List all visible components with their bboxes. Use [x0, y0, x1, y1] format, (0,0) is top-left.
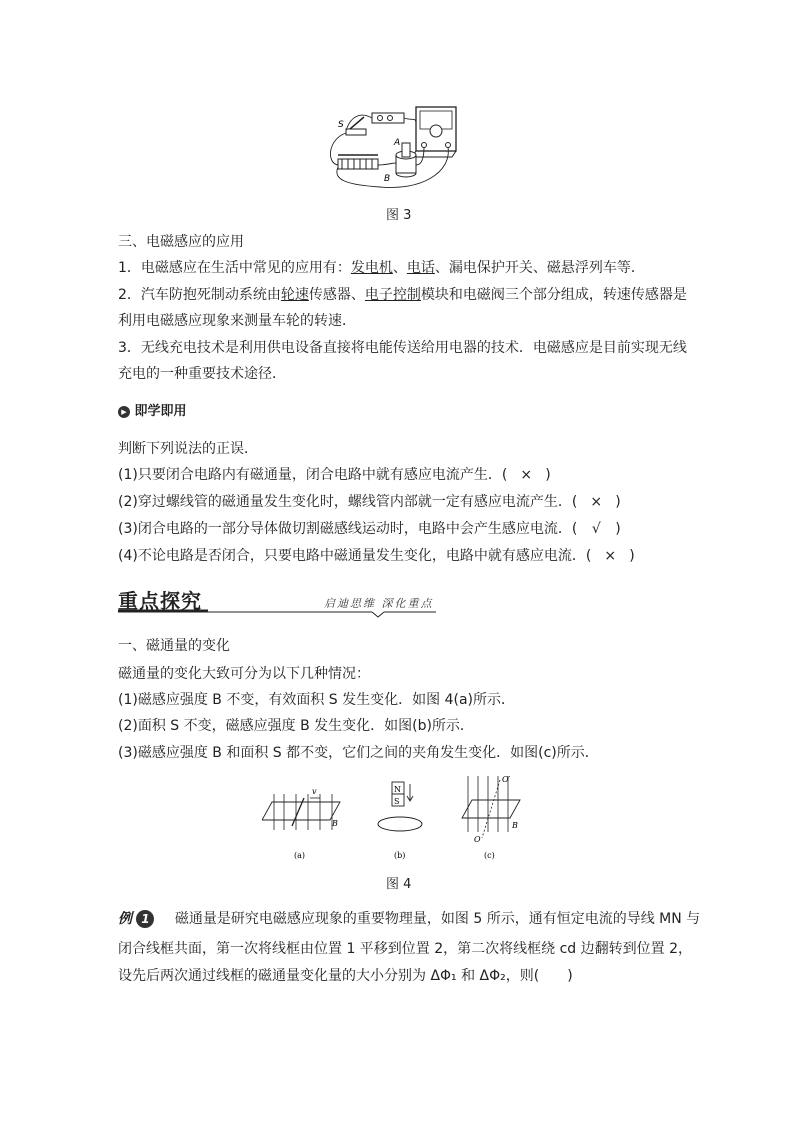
figure-3-caption: 图 3 [386, 208, 412, 223]
example-1-line-1 [118, 909, 700, 929]
play-icon: ▶ [118, 406, 130, 418]
section-3-item-2 [118, 285, 687, 305]
paren-close: ) [615, 521, 621, 537]
section-3-item-3: 3．无线充电技术是利用供电设备直接将电能传送给用电器的技术．电磁感应是目前实现无线 [118, 340, 687, 356]
practice-item-text: (1)只要闭合电路内有磁通量，闭合电路中就有感应电流产生．( [118, 467, 508, 483]
example-text-1: 磁通量是研究电磁感应现象的重要物理量，如图 5 所示，通有恒定电流的导线 MN 与 [174, 911, 701, 927]
practice-title [118, 402, 187, 422]
example-1-line-3: 设先后两次通过线框的磁通量变化量的大小分别为 ΔΦ₁ 和 ΔΦ₂，则( ) [118, 968, 573, 984]
practice-item-4 [118, 546, 635, 566]
section-banner [118, 583, 438, 619]
item-1-rest: 、漏电保护开关、磁悬浮列车等． [434, 260, 645, 276]
paren-close: ) [615, 494, 621, 510]
practice-intro: 判断下列说法的正误． [118, 441, 258, 457]
flux-case-1: (1)磁感应强度 B 不变，有效面积 S 发生变化．如图 4(a)所示． [118, 692, 515, 708]
practice-item-text: (3)闭合电路的一部分导体做切割磁感线运动时，电路中会产生感应电流．( [118, 521, 578, 537]
label-a: A [394, 138, 401, 148]
figure-4c [462, 775, 520, 860]
practice-item-3 [118, 519, 621, 539]
paren-close: ) [545, 467, 551, 483]
figure-3-apparatus [320, 103, 470, 195]
item-2-prefix: 2．汽车防抱死制动系统由 [118, 287, 281, 303]
flux-case-3: (3)磁感应强度 B 和面积 S 都不变，它们之间的夹角发生变化．如图(c)所示． [118, 745, 599, 761]
panel-a-label: (a) [294, 851, 306, 860]
figure-4 [262, 772, 532, 864]
figure-4a [262, 787, 340, 860]
banner-subtitle: 启迪思维 深化重点 [324, 597, 434, 610]
section-3-item-3-cont: 充电的一种重要技术途径． [118, 366, 286, 382]
label-b: B [384, 174, 391, 184]
item-2-rest: 模块和电磁阀三个部分组成，转速传感器是 [420, 287, 687, 303]
practice-item-1 [118, 465, 551, 485]
section-3-item-1 [118, 258, 645, 278]
judgement-mark: × [604, 548, 617, 564]
item-2-mid: 传感器、 [308, 287, 365, 303]
flux-intro: 磁通量的变化大致可分为以下几种情况： [118, 666, 370, 682]
label-n: N [394, 785, 401, 794]
label-o-prime: O′ [502, 775, 511, 784]
panel-b-label: (b) [394, 851, 406, 860]
practice-item-text: (4)不论电路是否闭合，只要电路中磁通量发生变化，电路中就有感应电流．( [118, 548, 592, 564]
example-1-line-2: 闭合线框共面，第一次将线框由位置 1 平移到位置 2，第二次将线框绕 cd 边翻转到位置 2， [118, 941, 693, 957]
label-v: v [312, 787, 317, 796]
label-s: S [338, 120, 344, 130]
item-1-sep: 、 [392, 260, 407, 276]
judgement-mark: × [520, 467, 533, 483]
paren-close: ) [629, 548, 635, 564]
flux-case-2: (2)面积 S 不变，磁感应强度 B 发生变化．如图(b)所示． [118, 718, 474, 734]
label-o: O [474, 835, 481, 844]
underline-electronic-control: 电子控制 [364, 287, 421, 303]
practice-item-2 [118, 492, 621, 512]
underline-generator: 发电机 [350, 260, 393, 276]
figure-4b [378, 782, 422, 860]
label-b-c: B [512, 821, 518, 830]
judgement-mark: × [590, 494, 603, 510]
practice-title-text: 即学即用 [134, 404, 187, 419]
banner-rule [118, 609, 438, 619]
figure-4-caption: 图 4 [386, 877, 412, 892]
flux-heading: 一、磁通量的变化 [118, 638, 230, 654]
judgement-mark: √ [591, 521, 601, 537]
section-3-heading: 三、电磁感应的应用 [118, 234, 244, 250]
underline-wheel-speed: 轮速 [280, 287, 309, 303]
panel-c-label: (c) [484, 851, 495, 860]
label-s-magnet: S [394, 797, 400, 806]
underline-telephone: 电话 [406, 260, 435, 276]
example-label: 例 [118, 911, 132, 927]
label-b-a: B [332, 819, 338, 828]
item-1-prefix: 1．电磁感应在生活中常见的应用有： [118, 260, 351, 276]
practice-item-text: (2)穿过螺线管的磁通量发生变化时，螺线管内部就一定有感应电流产生．( [118, 494, 578, 510]
banner-title: 重点探究 [118, 589, 202, 613]
example-number-badge: 1 [136, 910, 154, 928]
section-3-item-2-cont: 利用电磁感应现象来测量车轮的转速． [118, 313, 356, 329]
